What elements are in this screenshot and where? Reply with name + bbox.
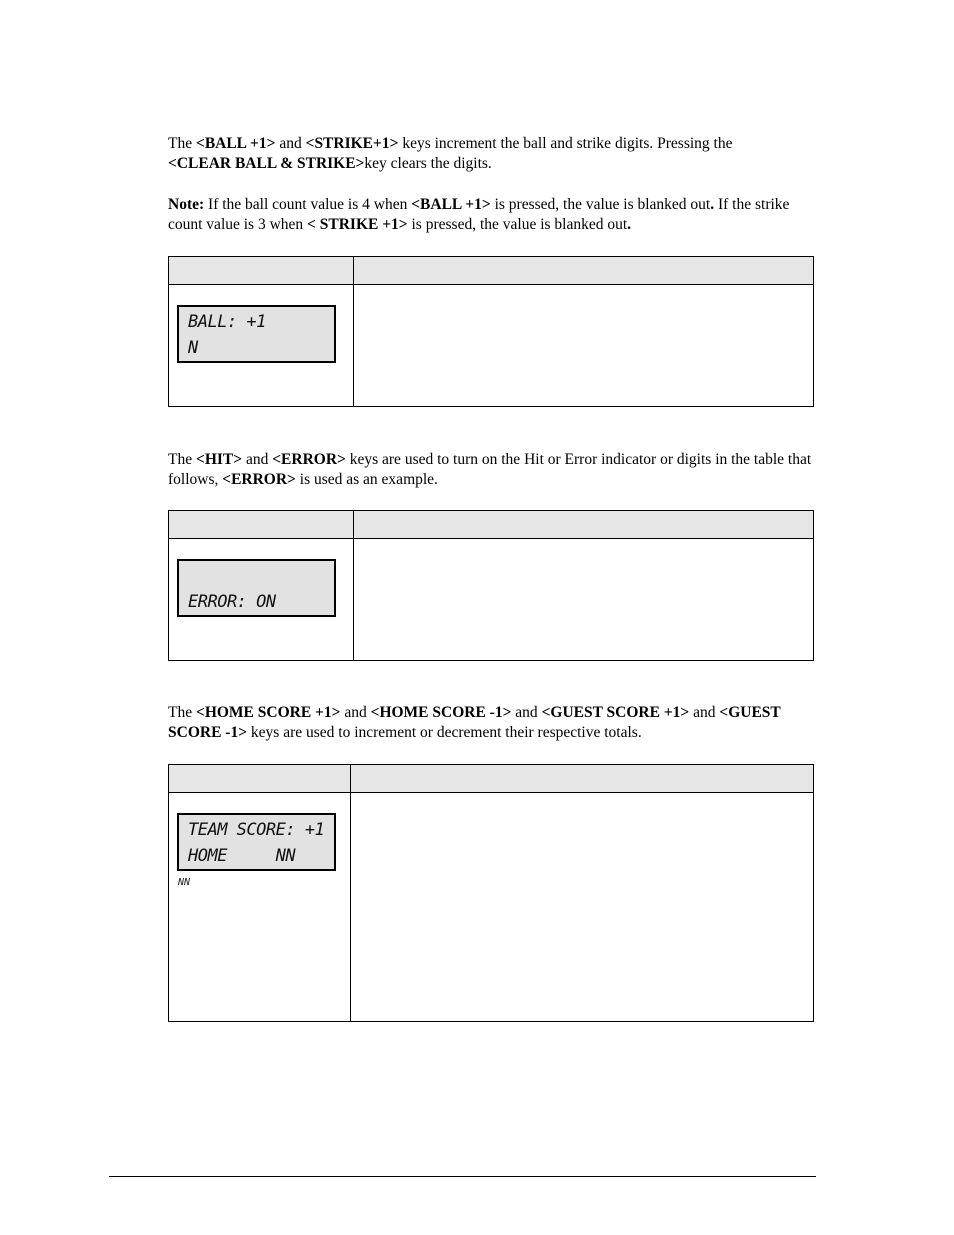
strike-key-label: <STRIKE+1> bbox=[305, 135, 399, 152]
text-run: The bbox=[168, 704, 196, 721]
text-run: . bbox=[710, 196, 715, 213]
text-run: is pressed, the value is blanked out bbox=[407, 216, 628, 233]
guest-minus-key-label: <GUEST SCORE -1> bbox=[168, 704, 781, 741]
guest-plus-key-label: <GUEST SCORE +1> bbox=[541, 704, 690, 721]
lcd-display bbox=[177, 813, 336, 871]
text-run: is pressed, the value is blanked out bbox=[490, 196, 711, 213]
text-run: keys are used to increment or decrement their respective totals. bbox=[247, 724, 642, 741]
score-paragraph bbox=[168, 703, 814, 743]
hit-error-paragraph bbox=[168, 450, 814, 490]
clear-key-label: <CLEAR BALL & STRIKE> bbox=[168, 155, 365, 172]
footer-rule bbox=[109, 1176, 816, 1177]
text-run: and bbox=[275, 135, 306, 152]
lcd-display bbox=[177, 305, 336, 363]
text-run: If the ball count value is 4 when bbox=[204, 196, 412, 213]
text-run: keys are used to turn on the Hit or Error indicator or digits in the table that follows, bbox=[168, 451, 812, 488]
strike-key-label: < STRIKE +1> bbox=[307, 216, 408, 233]
description-cell bbox=[354, 539, 814, 661]
text-run: keys increment the ball and strike digits. Pressing the bbox=[398, 135, 733, 152]
ball-key-label: <BALL +1> bbox=[195, 135, 276, 152]
note-label: Note: bbox=[168, 196, 205, 213]
ball-strike-table bbox=[168, 256, 814, 407]
table-header-cell bbox=[169, 765, 351, 793]
lcd-cell bbox=[169, 539, 354, 661]
score-digits-label: NN bbox=[178, 877, 191, 888]
text-run: If the strike count value is 3 when bbox=[168, 196, 790, 233]
text-run: and bbox=[340, 704, 371, 721]
ball-strike-paragraph bbox=[168, 134, 814, 174]
text-run: The bbox=[168, 135, 196, 152]
lcd-line-2: N bbox=[188, 338, 198, 358]
text-run: . bbox=[627, 216, 632, 233]
ball-strike-note bbox=[168, 195, 814, 235]
table-header-cell bbox=[351, 765, 814, 793]
lcd-line-1: TEAM SCORE: +1 bbox=[188, 820, 325, 840]
text-run: The bbox=[168, 451, 196, 468]
table-header-cell bbox=[354, 257, 814, 285]
lcd-line-2: HOME NN bbox=[188, 846, 296, 866]
ball-key-label: <BALL +1> bbox=[411, 196, 491, 213]
error-key-label: <ERROR> bbox=[272, 451, 346, 468]
lcd-line-2: ERROR: ON bbox=[188, 592, 276, 612]
text-run: is used as an example. bbox=[295, 471, 438, 488]
text-run: and bbox=[242, 451, 273, 468]
text-run: and bbox=[511, 704, 542, 721]
table-header-cell bbox=[354, 511, 814, 539]
lcd-display bbox=[177, 559, 336, 617]
lcd-cell bbox=[169, 285, 354, 407]
error-key-label: <ERROR> bbox=[222, 471, 296, 488]
hit-error-table bbox=[168, 510, 814, 661]
lcd-line-1: BALL: +1 bbox=[188, 312, 266, 332]
home-plus-key-label: <HOME SCORE +1> bbox=[195, 704, 341, 721]
table-header-cell bbox=[169, 257, 354, 285]
description-cell bbox=[354, 285, 814, 407]
hit-key-label: <HIT> bbox=[195, 451, 243, 468]
lcd-cell bbox=[169, 793, 351, 1022]
text-run: key clears the digits. bbox=[364, 155, 492, 172]
table-header-cell bbox=[169, 511, 354, 539]
score-table bbox=[168, 764, 814, 1022]
home-minus-key-label: <HOME SCORE -1> bbox=[370, 704, 512, 721]
text-run: and bbox=[689, 704, 720, 721]
description-cell bbox=[351, 793, 814, 1022]
